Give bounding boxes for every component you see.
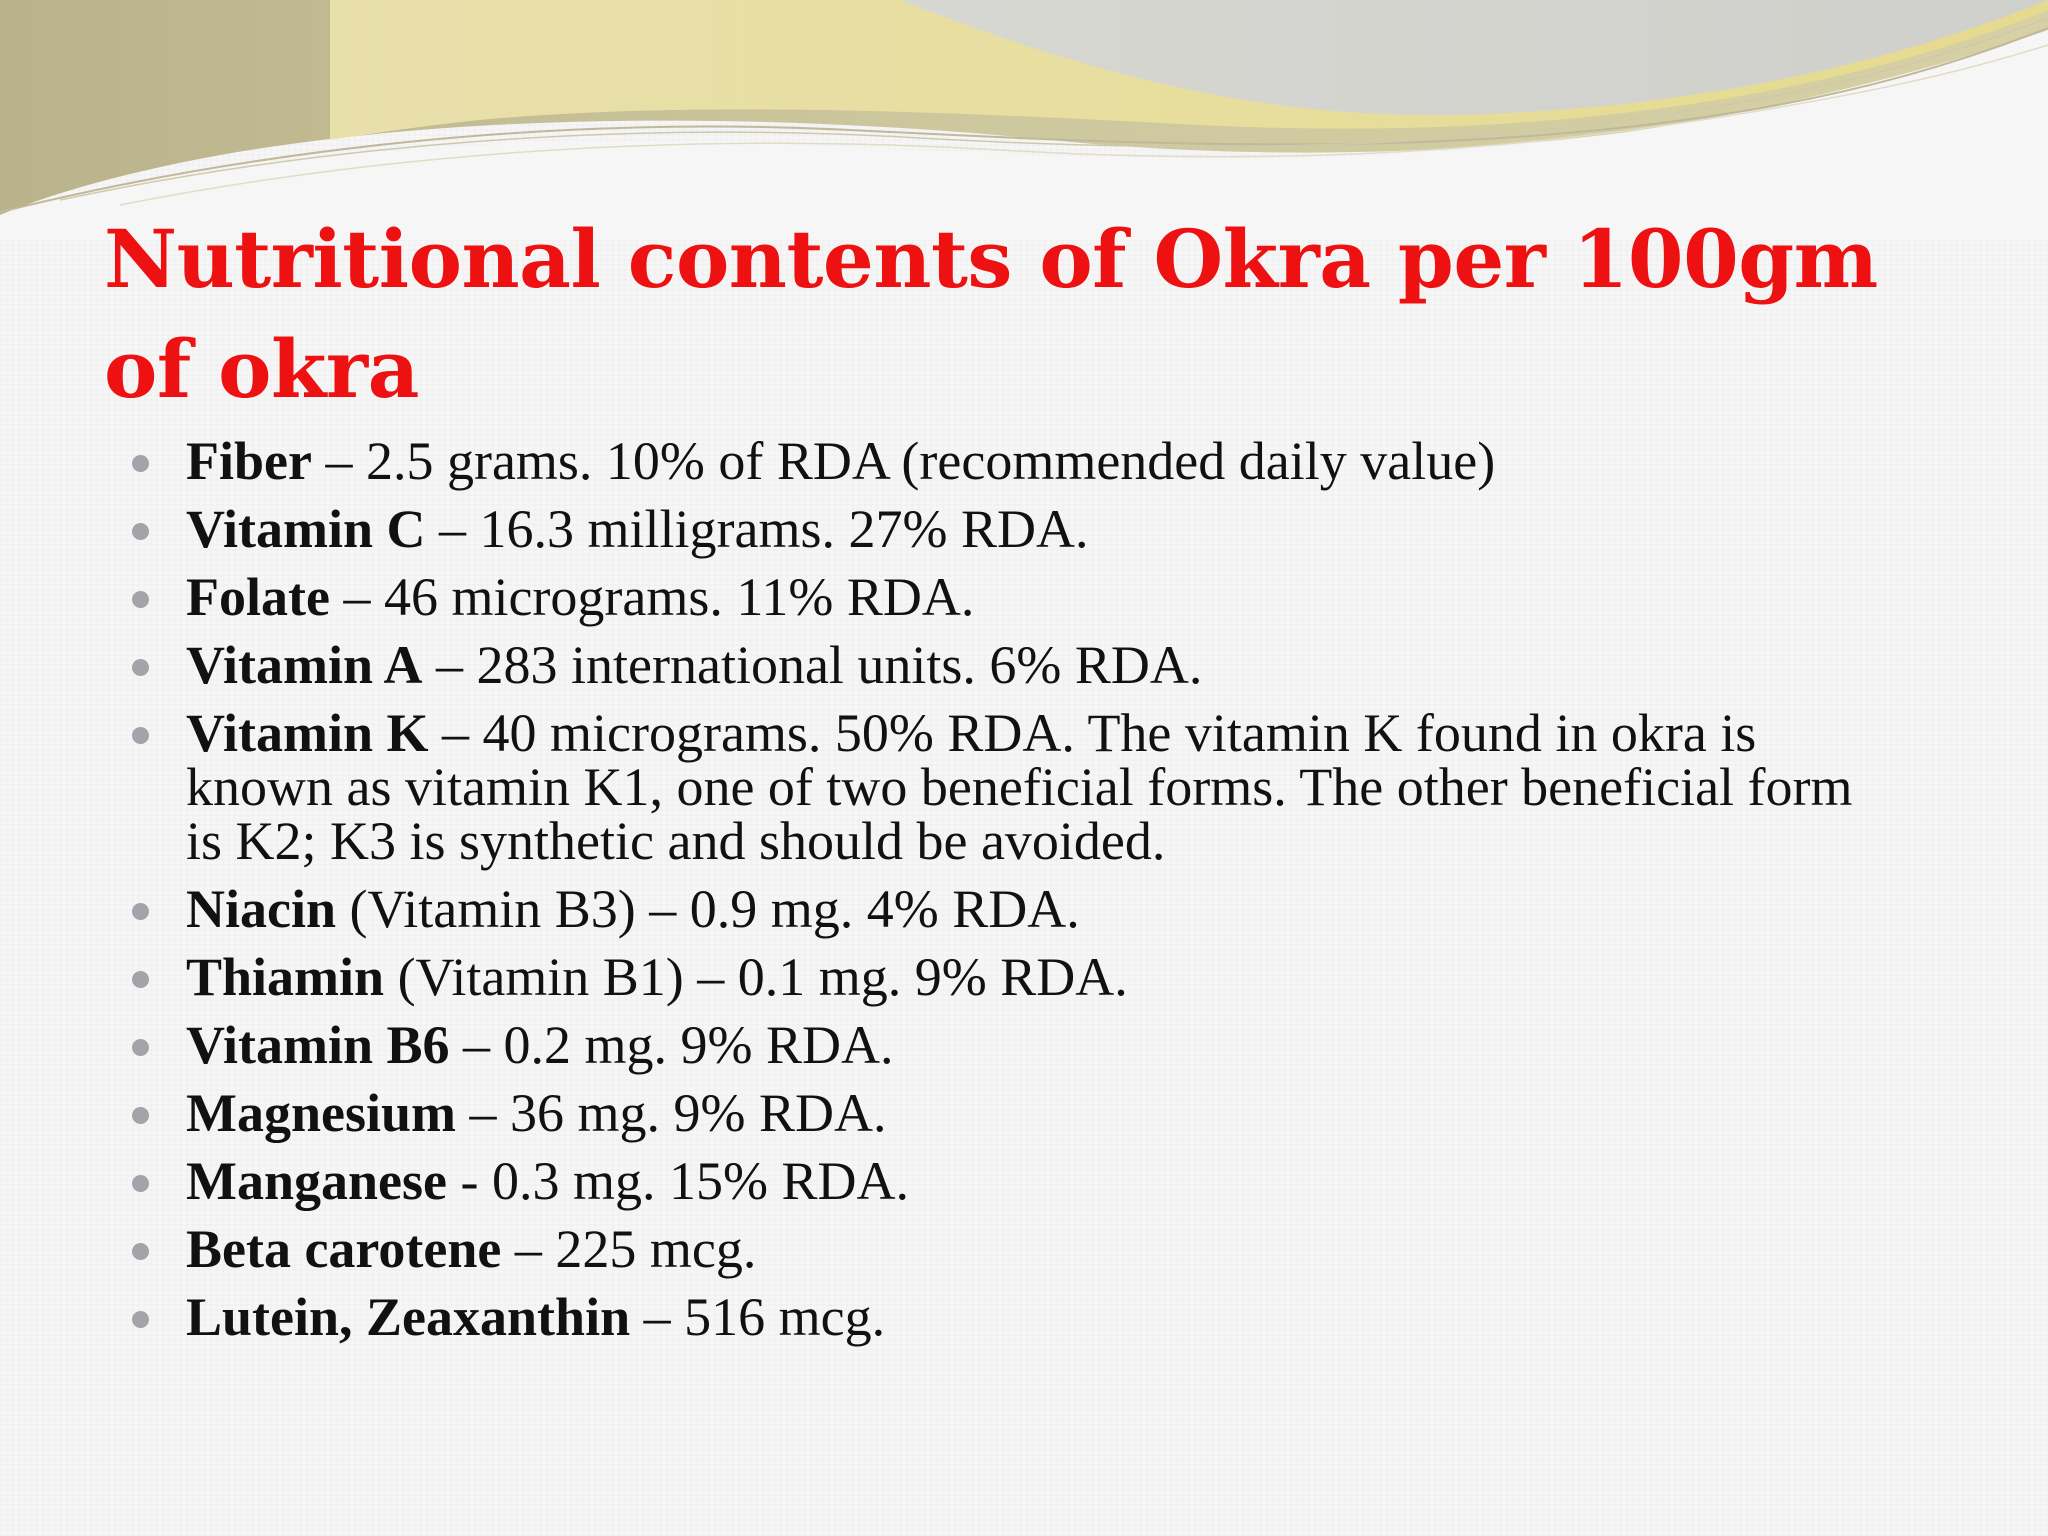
- list-item-vitamin-a: [186, 635, 1886, 695]
- nutrient-detail: – 0.2 mg. 9% RDA.: [449, 1015, 894, 1075]
- bullet-icon: [132, 659, 149, 676]
- nutrient-detail: – 283 international units. 6% RDA.: [422, 635, 1203, 695]
- list-item-vitamin-b6: [186, 1015, 1886, 1075]
- nutrient-detail: – 36 mg. 9% RDA.: [456, 1083, 887, 1143]
- list-item-folate: [186, 567, 1886, 627]
- bullet-icon: [132, 1107, 149, 1124]
- nutrient-name: Manganese: [186, 1151, 447, 1211]
- bullet-icon: [132, 971, 149, 988]
- bullet-icon: [132, 727, 149, 744]
- list-item-fiber: [186, 431, 1886, 491]
- nutrient-name: Vitamin C: [186, 499, 426, 559]
- list-item-vitamin-k: [186, 703, 1886, 871]
- nutrient-name: Vitamin B6: [186, 1015, 450, 1075]
- nutrient-detail: – 2.5 grams. 10% of RDA (recommended daily value): [311, 431, 1496, 491]
- list-item-beta-carotene: [186, 1219, 1886, 1279]
- nutrient-detail: – 16.3 milligrams. 27% RDA.: [425, 499, 1089, 559]
- nutrient-name: Vitamin K: [186, 703, 429, 763]
- bullet-icon: [132, 1175, 149, 1192]
- bullet-icon: [132, 1039, 149, 1056]
- slide-title: Nutritional contents of Okra per 100gm of okra: [104, 212, 1878, 416]
- nutrient-detail: (Vitamin B3) – 0.9 mg. 4% RDA.: [336, 879, 1080, 939]
- nutrient-name: Folate: [186, 567, 330, 627]
- list-item-manganese: [186, 1151, 1886, 1211]
- nutrient-detail: – 46 micrograms. 11% RDA.: [329, 567, 975, 627]
- list-item-niacin: [186, 879, 1886, 939]
- nutrient-name: Fiber: [186, 431, 312, 491]
- list-item-magnesium: [186, 1083, 1886, 1143]
- bullet-icon: [132, 903, 149, 920]
- bullet-icon: [132, 1311, 149, 1328]
- nutrient-name: Vitamin A: [186, 635, 423, 695]
- nutrient-name: Beta carotene: [186, 1219, 502, 1279]
- bullet-icon: [132, 523, 149, 540]
- nutrient-detail: – 225 mcg.: [501, 1219, 757, 1279]
- bullet-icon: [132, 455, 149, 472]
- nutrient-name: Lutein, Zeaxanthin: [186, 1287, 631, 1347]
- nutrient-name: Thiamin: [186, 947, 385, 1007]
- nutrient-detail: – 40 micrograms. 50% RDA. The vitamin K found in okra is known as vitamin K1, one of two beneficial forms. The other beneficial form is K2; K3 is synthetic and should be avoided.: [186, 703, 1853, 871]
- nutrient-detail: – 516 mcg.: [630, 1287, 886, 1347]
- bullet-icon: [132, 1243, 149, 1260]
- nutrient-list: [186, 431, 1886, 1358]
- bullet-icon: [132, 591, 149, 608]
- nutrient-name: Magnesium: [186, 1083, 456, 1143]
- nutrient-detail: - 0.3 mg. 15% RDA.: [446, 1151, 909, 1211]
- nutrient-name: Niacin: [186, 879, 337, 939]
- list-item-thiamin: [186, 947, 1886, 1007]
- nutrient-detail: (Vitamin B1) – 0.1 mg. 9% RDA.: [384, 947, 1128, 1007]
- list-item-lutein-zeaxanthin: [186, 1287, 1886, 1347]
- list-item-vitamin-c: [186, 499, 1886, 559]
